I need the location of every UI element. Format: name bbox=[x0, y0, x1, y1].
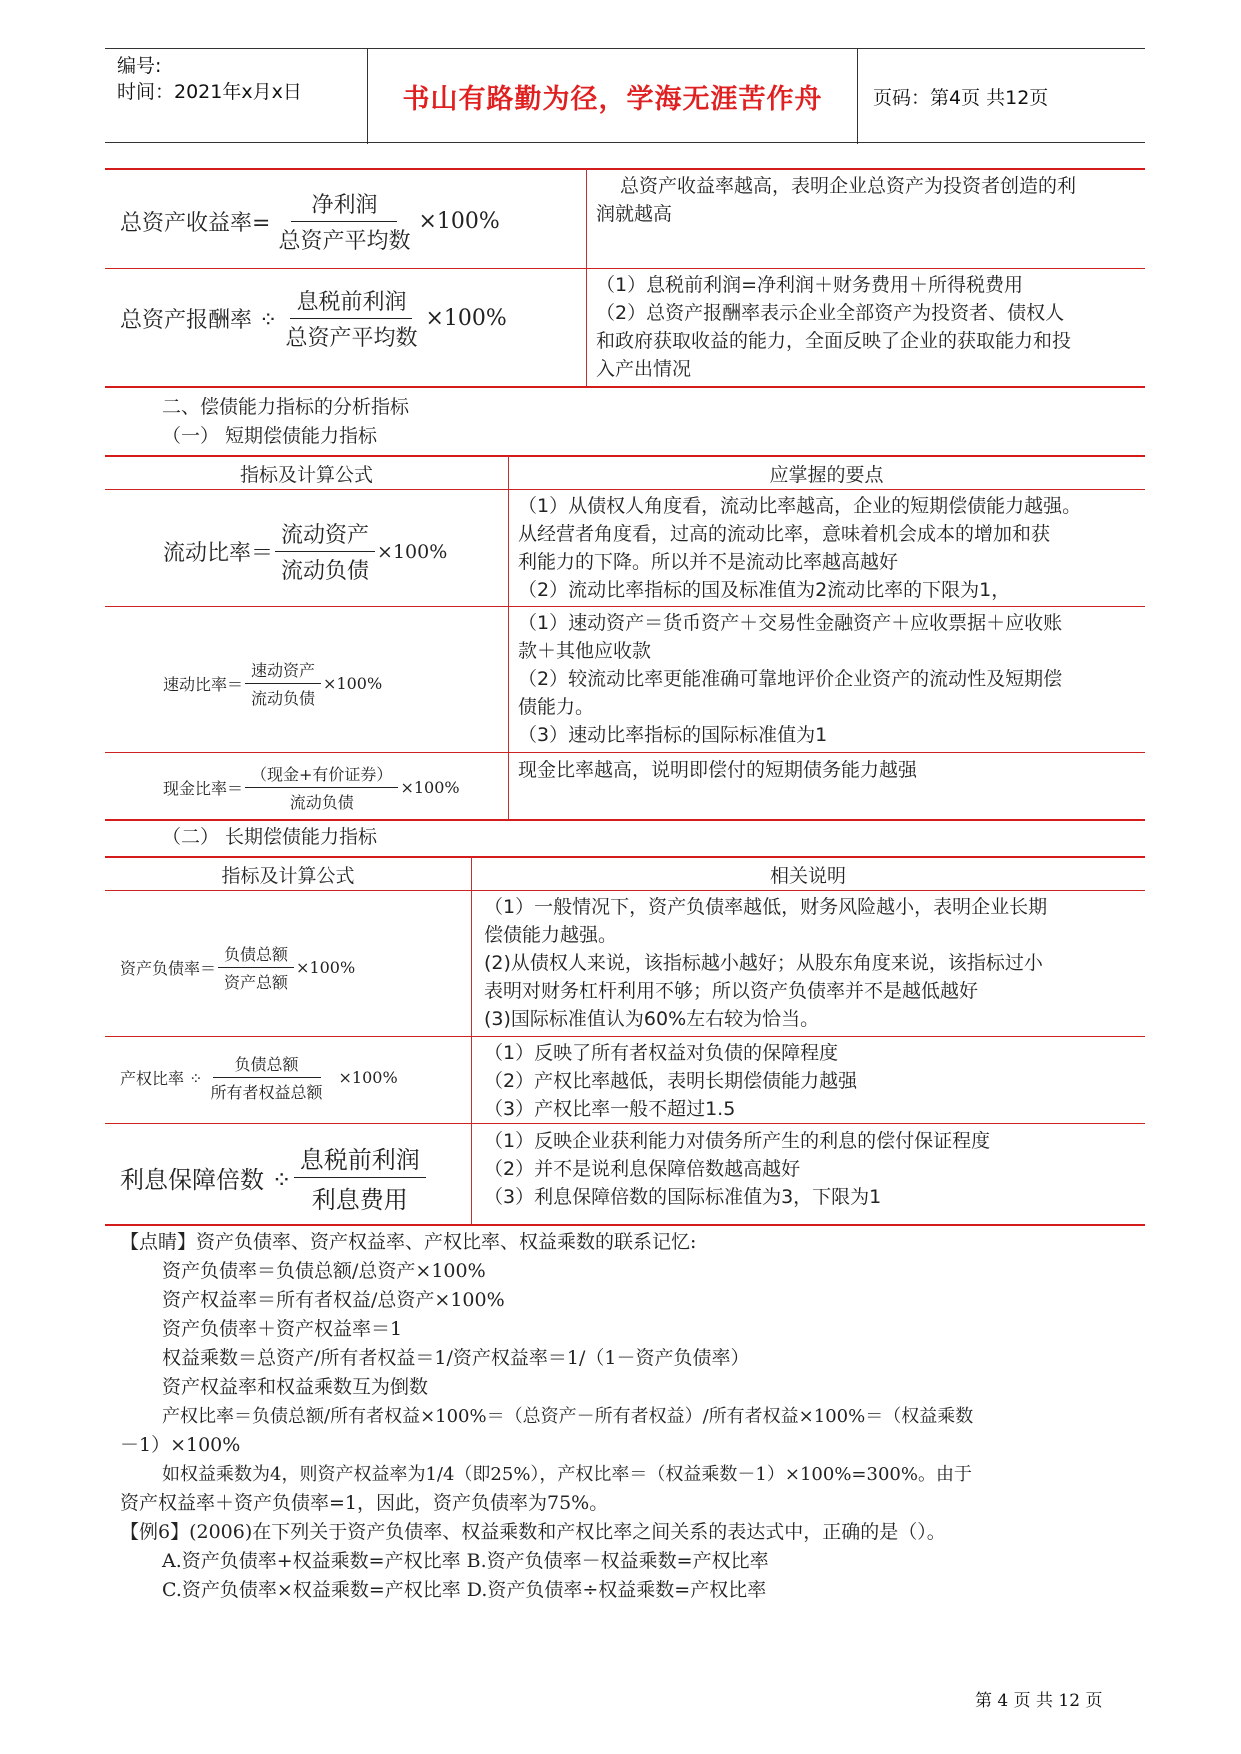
fraction-denominator: 资产总额 bbox=[224, 973, 289, 992]
fraction-numerator: 负债总额 bbox=[213, 1052, 321, 1078]
example-question: 【例6】(2006)在下列关于资产负债率、权益乘数和产权比率之间关系的表达式中，正确的是（）。 bbox=[120, 1521, 946, 1543]
table-divider bbox=[586, 169, 587, 387]
formula-suffix: ×100% bbox=[425, 306, 507, 331]
fraction bbox=[275, 518, 375, 585]
desc-debt-ratio bbox=[484, 893, 1144, 1033]
fraction bbox=[245, 762, 398, 813]
table-rule bbox=[105, 606, 1145, 607]
desc-line: （1）速动资产＝货币资产＋交易性金融资产＋应收票据＋应收账 bbox=[518, 612, 1063, 634]
table-rule bbox=[105, 1123, 1145, 1124]
note-heading: 【点睛】资产负债率、资产权益率、产权比率、权益乘数的联系记忆: bbox=[120, 1231, 697, 1253]
header-motto: 书山有路勤为径，学海无涯苦作舟 bbox=[402, 84, 823, 115]
note-line: 资产权益率和权益乘数互为倒数 bbox=[162, 1376, 429, 1398]
fraction-denominator: 总资产平均数 bbox=[278, 229, 411, 254]
desc-line: 润就越高 bbox=[596, 203, 673, 225]
desc-line: 从经营者角度看，过高的流动比率，意味着机会成本的增加和获 bbox=[518, 523, 1051, 545]
formula-name: 产权比率 ⁘ bbox=[120, 1069, 203, 1088]
formula-current-ratio bbox=[163, 518, 447, 585]
subsection-title-short: （一） 短期偿债能力指标 bbox=[162, 425, 378, 447]
fraction-denominator: 流动负债 bbox=[289, 793, 354, 812]
desc-line: 和政府获取收益的能力，全面反映了企业的获取能力和投 bbox=[596, 330, 1072, 352]
formula-suffix: ×100% bbox=[400, 778, 460, 797]
formula-debt-ratio bbox=[120, 942, 355, 993]
desc-line: （1）从债权人角度看，流动比率越高，企业的短期偿债能力越强。 bbox=[518, 495, 1082, 517]
section-title: 二、偿债能力指标的分析指标 bbox=[162, 396, 410, 418]
desc-line: 款＋其他应收款 bbox=[518, 640, 652, 662]
table-rule bbox=[105, 819, 1145, 821]
formula-suffix: ×100% bbox=[296, 958, 356, 977]
desc-total-asset-reward bbox=[596, 271, 1141, 383]
fraction-denominator: 所有者权益总额 bbox=[210, 1083, 323, 1102]
desc-line: （2）并不是说利息保障倍数越高越好 bbox=[484, 1158, 801, 1180]
fraction-denominator: 流动负债 bbox=[281, 559, 370, 584]
desc-line: 利能力的下降。所以并不是流动比率越高越好 bbox=[518, 551, 899, 573]
table-rule bbox=[105, 752, 1145, 753]
subsection-title-long: （二） 长期偿债能力指标 bbox=[162, 826, 378, 848]
desc-line: （1）反映了所有者权益对负债的保障程度 bbox=[484, 1042, 839, 1064]
formula-suffix: ×100% bbox=[338, 1068, 398, 1087]
fraction-numerator: 负债总额 bbox=[218, 942, 294, 968]
desc-line: （2）较流动比率更能准确可靠地评价企业资产的流动性及短期偿 bbox=[518, 668, 1063, 690]
formula-name: 现金比率＝ bbox=[163, 779, 244, 798]
formula-name: 流动比率＝ bbox=[163, 541, 274, 566]
desc-line: 入产出情况 bbox=[596, 358, 692, 380]
formula-name: 总资产收益率= bbox=[120, 211, 271, 236]
desc-line: （1）反映企业获利能力对债务所产生的利息的偿付保证程度 bbox=[484, 1130, 991, 1152]
desc-line: 总资产收益率越高，表明企业总资产为投资者创造的利 bbox=[620, 175, 1077, 197]
fraction bbox=[218, 942, 294, 993]
fraction-denominator: 流动负债 bbox=[251, 689, 316, 708]
table-rule bbox=[105, 455, 1145, 457]
fraction-numerator: 速动资产 bbox=[245, 658, 321, 684]
table-divider bbox=[471, 857, 472, 1225]
table-rule bbox=[105, 1036, 1145, 1037]
table-divider bbox=[508, 456, 509, 820]
desc-line: 表明对财务杠杆利用不够；所以资产负债率并不是越低越好 bbox=[484, 980, 979, 1002]
formula-suffix: ×100% bbox=[323, 674, 383, 693]
desc-line: （3）产权比率一般不超过1.5 bbox=[484, 1098, 736, 1120]
desc-line: （2）总资产报酬率表示企业全部资产为投资者、债权人 bbox=[596, 302, 1065, 324]
column-header: 相关说明 bbox=[769, 865, 846, 887]
formula-quick-ratio bbox=[163, 658, 382, 709]
formula-suffix: ×100% bbox=[377, 540, 448, 563]
fraction-numerator: 净利润 bbox=[291, 188, 397, 222]
desc-current-ratio bbox=[518, 492, 1143, 604]
table-rule bbox=[105, 268, 1145, 269]
formula-suffix: ×100% bbox=[418, 209, 500, 234]
desc-interest-coverage bbox=[484, 1127, 1144, 1211]
desc-line: （1）一般情况下，资产负债率越低，财务风险越小，表明企业长期 bbox=[484, 896, 1048, 918]
note-line: 产权比率＝负债总额/所有者权益×100%＝（总资产－所有者权益）/所有者权益×100%＝（权益乘数 bbox=[162, 1406, 974, 1427]
formula-name: 利息保障倍数 ⁘ bbox=[120, 1166, 292, 1194]
table-rule bbox=[105, 489, 1145, 490]
example-options: C.资产负债率×权益乘数=产权比率 D.资产负债率÷权益乘数=产权比率 bbox=[162, 1579, 767, 1601]
fraction bbox=[272, 188, 416, 255]
formula-interest-coverage bbox=[120, 1140, 428, 1215]
desc-line: (3)国际标准值认为60%左右较为恰当。 bbox=[484, 1008, 820, 1030]
fraction bbox=[279, 285, 423, 352]
formula-total-asset-return bbox=[120, 188, 500, 255]
fraction bbox=[245, 658, 321, 709]
fraction-denominator: 利息费用 bbox=[311, 1186, 408, 1214]
desc-line: （3）速动比率指标的国际标准值为1 bbox=[518, 724, 828, 746]
fraction bbox=[205, 1052, 329, 1103]
page-footer: 第 4 页 共 12 页 bbox=[975, 1691, 1103, 1711]
table-rule bbox=[105, 856, 1145, 858]
desc-line: （2）流动比率指标的国及标准值为2流动比率的下限为1， bbox=[518, 579, 1011, 601]
desc-equity-ratio bbox=[484, 1039, 1144, 1123]
desc-line: （2）产权比率越低，表明长期偿债能力越强 bbox=[484, 1070, 858, 1092]
fraction-numerator: 流动资产 bbox=[275, 518, 375, 552]
fraction-numerator: 息税前利润 bbox=[290, 285, 412, 319]
column-header: 应掌握的要点 bbox=[769, 464, 884, 486]
table-rule bbox=[105, 890, 1145, 891]
header-divider bbox=[857, 49, 858, 144]
table-rule bbox=[105, 1224, 1145, 1226]
note-line: 资产权益率＋资产负债率=1，因此，资产负债率为75%。 bbox=[120, 1492, 609, 1514]
desc-cash-ratio bbox=[518, 756, 1143, 784]
note-line: 资产权益率＝所有者权益/总资产×100% bbox=[162, 1289, 505, 1311]
number-label: 编号: bbox=[117, 55, 162, 77]
formula-total-asset-reward bbox=[120, 285, 507, 352]
formula-equity-ratio bbox=[120, 1052, 398, 1103]
note-line: 资产负债率＝负债总额/总资产×100% bbox=[162, 1260, 486, 1282]
fraction-denominator: 总资产平均数 bbox=[285, 326, 418, 351]
formula-name: 总资产报酬率 ⁘ bbox=[120, 308, 278, 333]
desc-line: 偿债能力越强。 bbox=[484, 924, 618, 946]
column-header: 指标及计算公式 bbox=[221, 865, 355, 887]
note-line: 权益乘数＝总资产/所有者权益＝1/资产权益率＝1/（1－资产负债率） bbox=[162, 1347, 750, 1369]
header-left bbox=[117, 49, 367, 105]
fraction-numerator: 息税前利润 bbox=[294, 1140, 426, 1178]
note-line: －1）×100% bbox=[120, 1434, 241, 1456]
column-header: 指标及计算公式 bbox=[239, 464, 373, 486]
desc-total-asset-return bbox=[596, 172, 1141, 228]
desc-line: 债能力。 bbox=[518, 696, 595, 718]
desc-line: 现金比率越高，说明即偿付的短期债务能力越强 bbox=[518, 759, 918, 781]
table-rule bbox=[105, 168, 1145, 170]
formula-name: 资产负债率＝ bbox=[120, 959, 217, 978]
table-rule bbox=[105, 386, 1145, 388]
note-line: 如权益乘数为4，则资产权益率为1/4（即25%），产权比率＝（权益乘数－1）×100%=300%。由于 bbox=[162, 1464, 972, 1485]
page-header bbox=[105, 48, 1145, 143]
header-page-info: 页码：第4页 共12页 bbox=[873, 87, 1049, 109]
time-label: 时间：2021年x月x日 bbox=[117, 81, 302, 103]
desc-quick-ratio bbox=[518, 609, 1143, 749]
example-options: A.资产负债率+权益乘数=产权比率 B.资产负债率－权益乘数=产权比率 bbox=[162, 1550, 769, 1572]
desc-line: (2)从债权人来说，该指标越小越好；从股东角度来说，该指标过小 bbox=[484, 952, 1043, 974]
formula-name: 速动比率＝ bbox=[163, 675, 244, 694]
desc-line: （1）息税前利润=净利润＋财务费用＋所得税费用 bbox=[596, 274, 1024, 296]
desc-line: （3）利息保障倍数的国际标准值为3，下限为1 bbox=[484, 1186, 882, 1208]
fraction-numerator: （现金+有价证券） bbox=[245, 762, 398, 788]
fraction bbox=[294, 1140, 426, 1215]
formula-cash-ratio bbox=[163, 762, 460, 813]
note-line: 资产负债率＋资产权益率＝1 bbox=[162, 1318, 403, 1340]
